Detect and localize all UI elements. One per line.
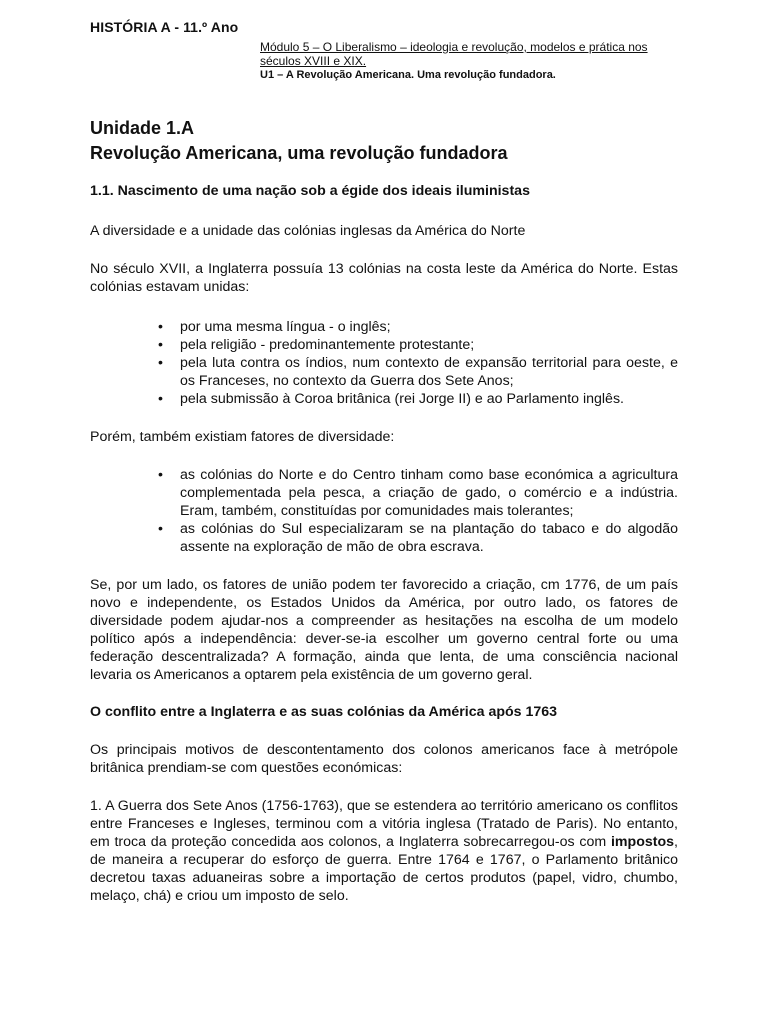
unit-title-line-1: Unidade 1.A (90, 118, 195, 138)
section-heading-1: 1.1. Nascimento de uma nação sob a égide dos ideais iluministas (90, 183, 530, 199)
list-item: • pela submissão à Coroa britânica (rei Jorge II) e ao Parlamento inglês. (158, 391, 624, 407)
list-item: • pela religião - predominantemente protestante; (158, 337, 475, 353)
list-item: • por uma mesma língua - o inglês; (158, 319, 391, 335)
document-body (90, 182, 678, 905)
paragraph-conclusion: Se, por um lado, os fatores de união podem ter favorecido a criação, cm 1776, de um país novo e independente, os Estados Unidos da América, por outro lado, os fatores de diversidade podem ajudar-nos a compreender as hesitações na escolha de um modelo político após a independência: dever-se-ia escolher um governo central forte ou uma federação descentralizada? A formação, ainda que lenta, de uma consciência nacional levaria os Americanos a optarem pela existência de um governo geral. (90, 577, 678, 683)
module-line-2: séculos XVIII e XIX. (260, 54, 367, 68)
unity-list (90, 318, 678, 408)
section-heading-2: O conflito entre a Inglaterra e as suas colónias da América após 1763 (90, 704, 558, 720)
bullet-icon: • (158, 319, 163, 335)
paragraph-diversity-intro: Porém, também existiam fatores de diversidade: (90, 429, 395, 445)
unit-line: U1 – A Revolução Americana. Uma revolução fundadora. (260, 69, 556, 81)
bullet-icon: • (158, 467, 163, 483)
unit-title (90, 116, 507, 166)
module-line-1: Módulo 5 – O Liberalismo – ideologia e revolução, modelos e prática nos (260, 40, 648, 54)
course-title: HISTÓRIA A - 11.º Ano (90, 19, 239, 35)
paragraph-point-1: 1. A Guerra dos Sete Anos (1756-1763), que se estendera ao território americano os conflitos entre Franceses e Ingleses, terminou com a vitória inglesa (Tratado de Paris). No entanto, em troca da proteção concedida aos colonos, a Inglaterra sobrecarregou-os com impostos, de maneira a recuperar do esforço de guerra. Entre 1764 e 1767, o Parlamento britânico decretou taxas aduaneiras sobre a importação de certos produtos (papel, vidro, chumbo, melaço, chá) e criou um imposto de selo. (90, 798, 678, 904)
bullet-icon: • (158, 521, 163, 537)
list-item: • as colónias do Norte e do Centro tinham como base económica a agricultura complementada pela pesca, a criação de gado, o comércio e a indústria. Eram, também, constituídas por comunidades mais tolerantes; (158, 467, 678, 519)
bullet-icon: • (158, 337, 163, 353)
module-header (260, 40, 690, 82)
unit-title-line-2: Revolução Americana, uma revolução fundadora (90, 143, 508, 163)
list-item: • as colónias do Sul especializaram se na plantação do tabaco e do algodão assente na exploração de mão de obra escrava. (158, 521, 678, 555)
bold-term: impostos (610, 834, 675, 850)
bullet-icon: • (158, 355, 163, 371)
paragraph-intro: No século XVII, a Inglaterra possuía 13 colónias na costa leste da América do Norte. Estas colónias estavam unidas: (90, 261, 678, 295)
paragraph-motives: Os principais motivos de descontentamento dos colonos americanos face à metrópole britânica prendiam-se com questões económicas: (90, 742, 678, 776)
section-subheading: A diversidade e a unidade das colónias inglesas da América do Norte (90, 223, 526, 239)
bullet-icon: • (158, 391, 163, 407)
diversity-list (90, 466, 678, 556)
list-item: • pela luta contra os índios, num contexto de expansão territorial para oeste, e os Franceses, no contexto da Guerra dos Sete Anos; (158, 355, 678, 389)
